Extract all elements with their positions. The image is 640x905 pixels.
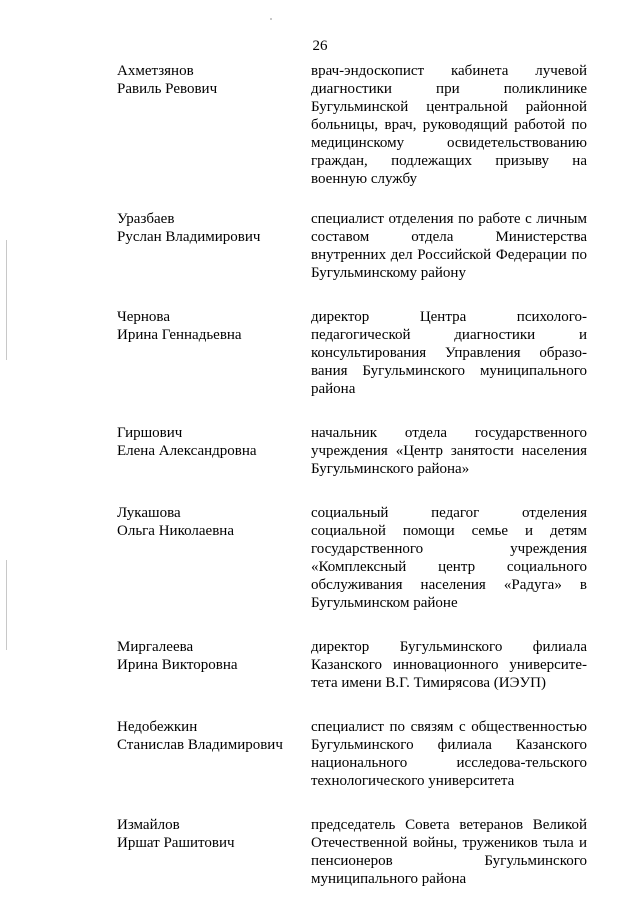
member-given-names: Руслан Владимирович — [117, 229, 261, 245]
member-position: начальник отдела государственного учреждения «Центр занятости населения Бугульминского района» — [311, 425, 587, 477]
member-surname: Измайлов — [117, 817, 180, 833]
member-position: врач-эндоскопист кабинета лучевой диагностики при поликлинике Бугульминской центральной районной больницы, врач, руководящий работой по медицинскому освидетельствованию граждан, подлежащих призыву на военную службу — [311, 63, 587, 187]
member-entry — [117, 718, 587, 790]
commission-members-list — [117, 62, 587, 888]
member-position: социальный педагог отделения социальной помощи семье и детям государственного учреждения «Комплексный центр социального обслуживания населения «Радуга» в Бугульминском районе — [311, 505, 587, 611]
member-given-names: Елена Александровна — [117, 443, 257, 459]
member-entry — [117, 62, 587, 188]
member-name — [117, 308, 311, 398]
page-number: 26 — [312, 38, 328, 54]
member-entry — [117, 424, 587, 478]
member-name — [117, 718, 311, 790]
member-entry — [117, 816, 587, 888]
member-position: директор Центра психолого-педагогической диагностики и консультирования Управления образо-вания Бугульминского муниципального района — [311, 309, 587, 397]
member-given-names: Ирина Геннадьевна — [117, 327, 242, 343]
member-given-names: Ирина Викторовна — [117, 657, 238, 673]
member-given-names: Станислав Владимирович — [117, 737, 283, 753]
member-name — [117, 424, 311, 478]
member-given-names: Иршат Рашитович — [117, 835, 235, 851]
member-surname: Чернова — [117, 309, 170, 325]
member-position: председатель Совета ветеранов Великой Отечественной войны, тружеников тыла и пенсионеров Бугульминского муниципального района — [311, 817, 587, 887]
member-given-names: Равиль Ревович — [117, 81, 218, 97]
member-entry — [117, 504, 587, 612]
member-name — [117, 210, 311, 282]
member-given-names: Ольга Николаевна — [117, 523, 234, 539]
member-position: специалист по связям с общественностью Бугульминского филиала Казанского национального исследова-тельского технологического университета — [311, 719, 587, 789]
member-surname: Ахметзянов — [117, 63, 194, 79]
member-entry — [117, 308, 587, 398]
scan-mark — [6, 240, 7, 360]
scan-mark — [6, 560, 7, 650]
member-name — [117, 504, 311, 612]
member-entry — [117, 210, 587, 282]
member-name — [117, 62, 311, 188]
scan-mark — [270, 18, 272, 20]
member-surname: Миргалеева — [117, 639, 194, 655]
member-position: специалист отделения по работе с личным составом отдела Министерства внутренних дел Российской Федерации по Бугульминскому району — [311, 211, 587, 281]
member-position: директор Бугульминского филиала Казанского инновационного университе-тета имени В.Г. Тимирясова (ИЭУП) — [311, 639, 587, 691]
member-name — [117, 638, 311, 692]
member-entry — [117, 638, 587, 692]
member-surname: Лукашова — [117, 505, 181, 521]
member-surname: Недобежкин — [117, 719, 198, 735]
member-surname: Гиршович — [117, 425, 183, 441]
member-name — [117, 816, 311, 888]
member-surname: Уразбаев — [117, 211, 175, 227]
